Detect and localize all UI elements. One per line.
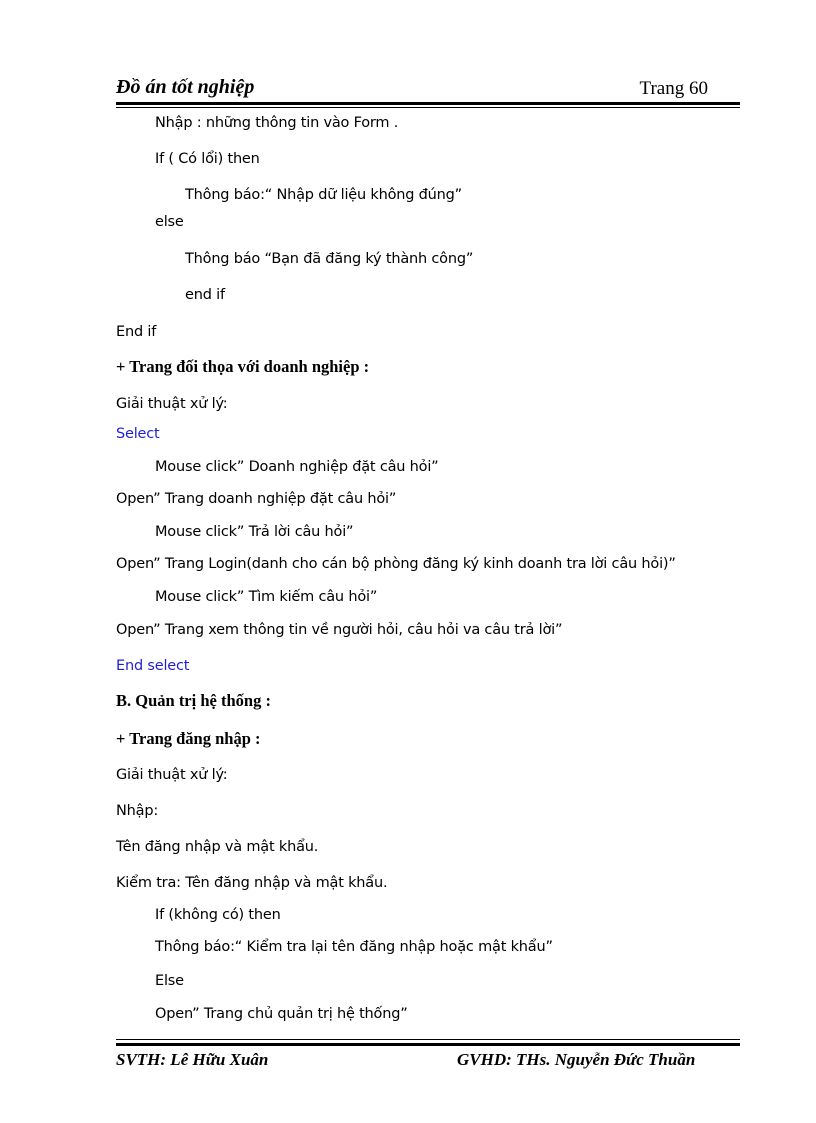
text-line: Thông báo:“ Kiểm tra lại tên đăng nhập hoặc mật khẩu” <box>155 939 553 955</box>
header-title: Đồ án tốt nghiệp <box>116 76 255 98</box>
text-line: end if <box>185 287 225 303</box>
text-line: Giải thuật xử lý: <box>116 767 228 783</box>
footer-advisor: GVHD: THs. Nguyễn Đức Thuần <box>457 1050 696 1069</box>
text-line: else <box>155 214 184 230</box>
text-line: End if <box>116 324 157 340</box>
section-heading: B. Quản trị hệ thống : <box>116 691 271 710</box>
text-line: Mouse click” Doanh nghiệp đặt câu hỏi” <box>155 459 439 475</box>
text-line: Else <box>155 973 184 989</box>
text-line: Kiểm tra: Tên đăng nhập và mật khẩu. <box>116 875 388 891</box>
text-line: Open” Trang doanh nghiệp đặt câu hỏi” <box>116 491 397 507</box>
text-line: Open” Trang chủ quản trị hệ thống” <box>155 1006 408 1022</box>
text-line: Tên đăng nhập và mật khẩu. <box>116 839 319 855</box>
text-line: Open” Trang Login(danh cho cán bộ phòng đăng ký kinh doanh tra lời câu hỏi)” <box>116 556 676 572</box>
text-line: Nhập: <box>116 803 159 819</box>
text-line: Thông báo:“ Nhập dữ liệu không đúng” <box>185 187 462 203</box>
text-line: Open” Trang xem thông tin về người hỏi, câu hỏi va câu trả lời” <box>116 622 563 638</box>
text-line: Mouse click” Tìm kiếm câu hỏi” <box>155 589 378 605</box>
text-line: Mouse click” Trả lời câu hỏi” <box>155 524 354 540</box>
text-line: Thông báo “Bạn đã đăng ký thành công” <box>185 251 474 267</box>
section-heading: + Trang đối thọa với doanh nghiệp : <box>116 357 370 376</box>
text-line: Giải thuật xử lý: <box>116 396 228 412</box>
footer-student: SVTH: Lê Hữu Xuân <box>116 1050 269 1069</box>
keyword-end-select: End select <box>116 658 190 674</box>
section-heading: + Trang đăng nhập : <box>116 729 261 748</box>
page-number: Trang 60 <box>639 78 708 99</box>
footer-rule-thick <box>116 1043 740 1046</box>
keyword-select: Select <box>116 426 160 442</box>
text-line: If ( Có lổi) then <box>155 151 260 167</box>
text-line: Nhập : những thông tin vào Form . <box>155 115 399 131</box>
text-line: If (không có) then <box>155 907 281 923</box>
footer-rule-thin <box>116 1039 740 1040</box>
